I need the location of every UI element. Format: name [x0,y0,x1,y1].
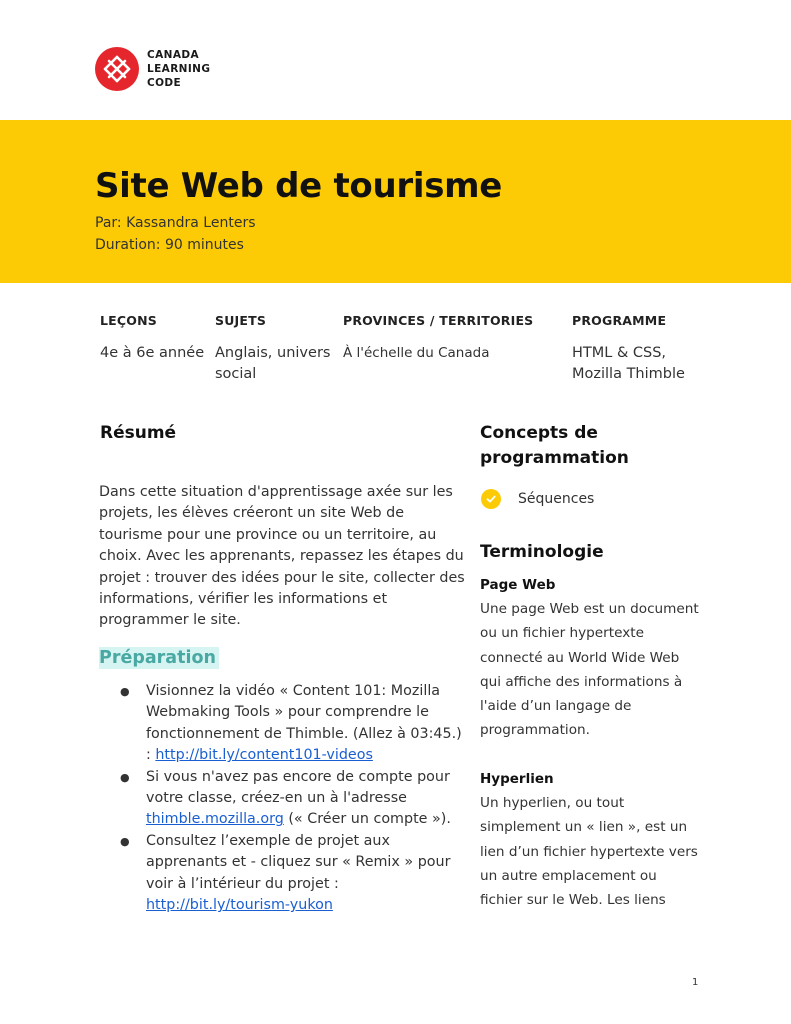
term-definition-page-web: Une page Web est un document ou un fichier hypertexte connecté au World Wide Web qui affiche des informations à l'aide d’un langage de programmation. [480,601,699,739]
content101-link[interactable]: http://bit.ly/content101-videos [155,747,373,764]
page-number: 1 [692,977,699,988]
resume-text: Dans cette situation d'apprentissage axée sur les projets, les élèves créeront un site Web de tourisme pour une province ou un territoire, au choix. Avec les apprenants, repassez les étapes du projet : trouver des idées pour le site, collecter des informations, vérifier les informations et programmer le site. [99,484,465,629]
list-item [120,767,466,831]
preparation-list [120,681,466,916]
meta-heading-programme: PROGRAMME [572,313,667,328]
resume-heading: Résumé [100,423,177,443]
concept-label: Séquences [518,491,595,507]
tourism-yukon-link[interactable]: http://bit.ly/tourism-yukon [146,897,333,914]
logo-line-2: LEARNING [147,63,211,75]
meta-value-sujets: Anglais, univers social [215,345,331,382]
logo-wordmark [147,48,210,90]
logo [95,47,210,91]
meta-value-provinces: À l'échelle du Canada [343,345,490,361]
logo-line-3: CODE [147,77,182,89]
canada-learning-code-logo-icon [95,47,139,91]
logo-line-1: CANADA [147,49,199,61]
page-title: Site Web de tourisme [95,166,503,206]
term-definition-hyperlien: Un hyperlien, ou tout simplement un « lien », est un lien d’un fichier hypertexte vers un autre emplacement ou fichier sur le Web. Les liens [480,795,698,909]
author-line: Par: Kassandra Lenters [95,215,256,231]
meta-heading-provinces: PROVINCES / TERRITORIES [343,313,534,328]
concept-item [481,489,594,509]
list-item-after: (« Créer un compte »). [283,811,451,828]
meta-value-lecons: 4e à 6e année [100,345,205,361]
concepts-heading: Concepts de programmation [480,423,629,468]
list-item [120,831,466,917]
list-item-text: Si vous n'avez pas encore de compte pour votre classe, créez-en un à l'adresse [146,768,450,807]
term-name-hyperlien: Hyperlien [480,771,554,787]
list-item [120,681,466,767]
preparation-heading: Préparation [99,647,219,669]
thimble-link[interactable]: thimble.mozilla.org [146,811,284,828]
list-item-text: Visionnez la vidéo « Content 101: Mozilla Webmaking Tools » pour comprendre le fonctionnement de Thimble. (Allez à 03:45.) : [146,683,462,764]
meta-heading-lecons: LEÇONS [100,313,157,328]
meta-heading-sujets: SUJETS [215,313,267,328]
list-item-text: Consultez l’exemple de projet aux apprenants et - cliquez sur « Remix » pour voir à l’intérieur du projet : [146,832,451,892]
terminology-heading: Terminologie [480,542,604,562]
term-name-page-web: Page Web [480,577,556,593]
check-icon [481,489,501,509]
meta-value-programme: HTML & CSS, Mozilla Thimble [572,345,685,382]
duration-line: Duration: 90 minutes [95,237,244,253]
